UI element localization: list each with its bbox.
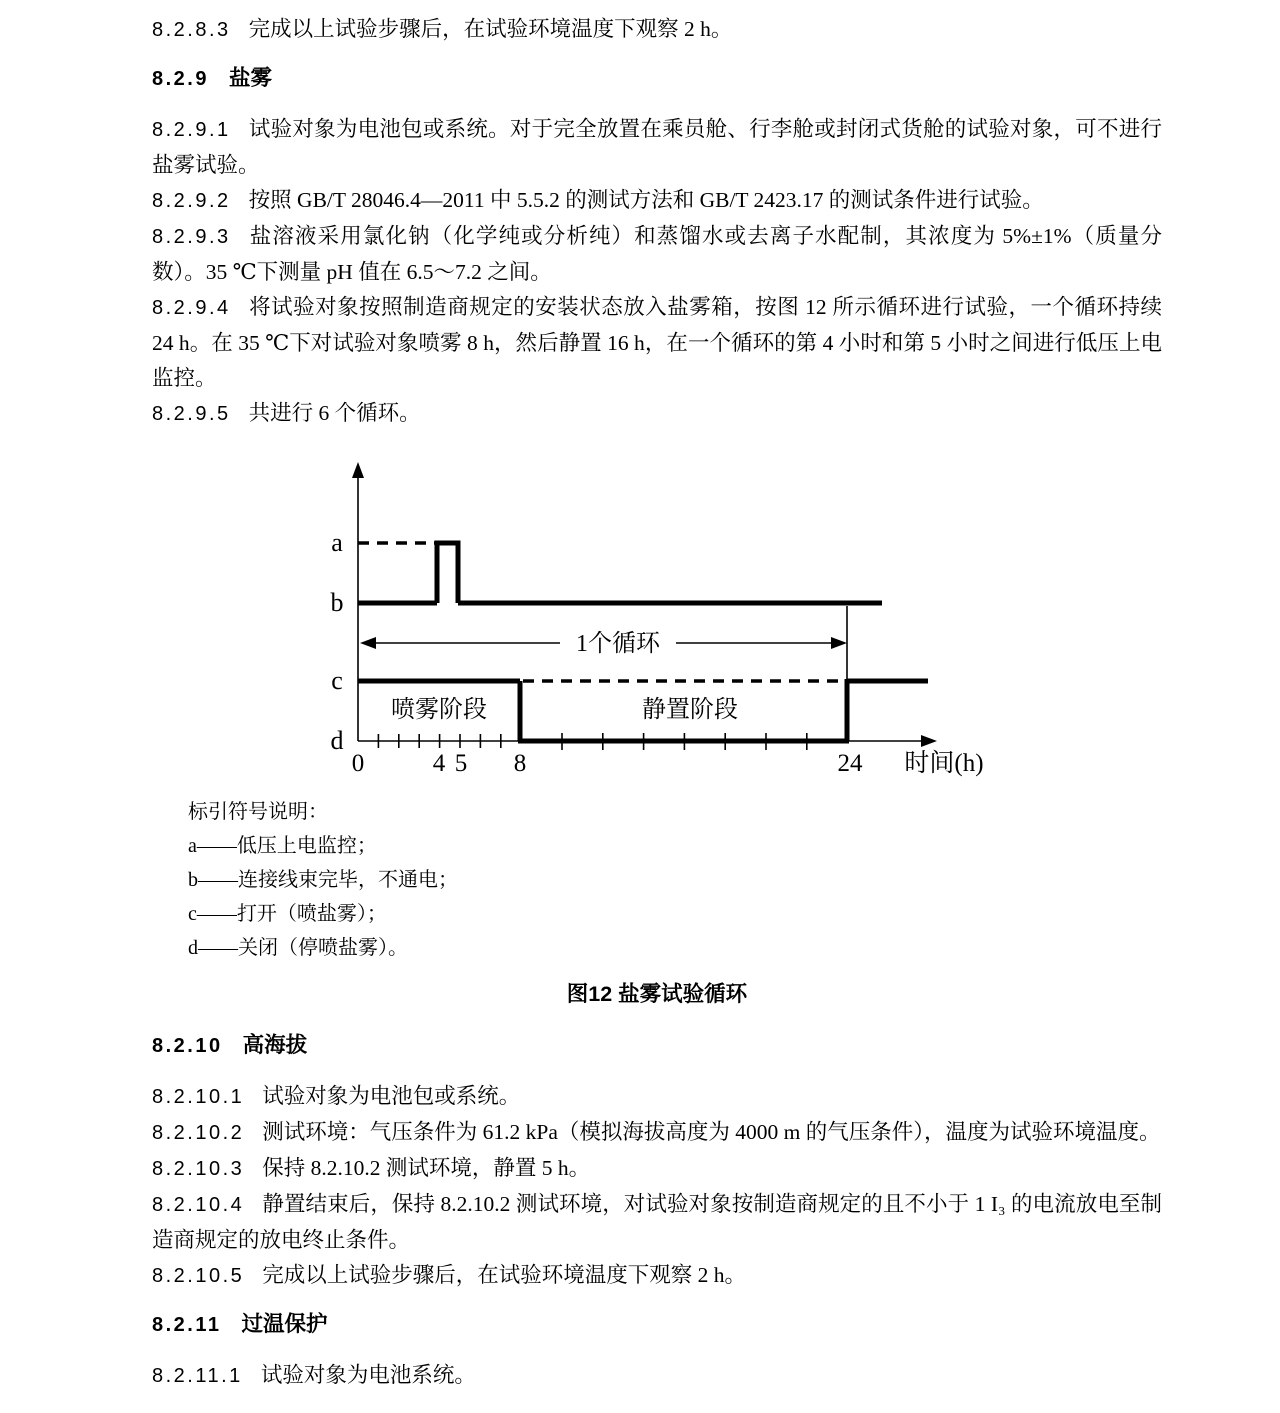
clause-number: 8.2.11.1 [152,1365,243,1387]
clause-number: 8.2.9.1 [152,119,231,141]
clause-number: 8.2.10.5 [152,1265,245,1287]
clause-number: 8.2.8.3 [152,19,231,41]
clause-paragraph [152,183,1162,219]
clause-text: 按照 GB/T 28046.4—2011 中 5.5.2 的测试方法和 GB/T 2423.17 的测试条件进行试验。 [248,188,1044,212]
spray-phase-label: 喷雾阶段 [391,697,487,723]
clause-paragraph [152,1079,1162,1115]
clause-text: 完成以上试验步骤后，在试验环境温度下观察 2 h。 [262,1263,747,1287]
clause-number: 8.2.9.4 [152,297,231,319]
clause-number: 8.2.9.3 [152,226,231,248]
legend-item: b——连接线束完毕，不通电； [188,869,458,891]
level-label-c: c [331,666,343,695]
clause-paragraph [152,12,1162,48]
clause-text: 试验对象为电池包或系统。 [262,1084,521,1108]
clause-paragraph [152,396,1162,432]
level-label-d: d [330,726,344,755]
sections-after-figure [152,1028,1162,1394]
sections-before-figure [152,12,1162,432]
clause-text: 盐溶液采用氯化钠（化学纯或分析纯）和蒸馏水或去离子水配制，其浓度为 5%±1%（质量分数）。35 ℃下测量 pH 值在 6.5～7.2 之间。 [152,224,1162,284]
clause-paragraph [152,112,1162,183]
clause-paragraph [152,1187,1162,1258]
legend-item: a——低压上电监控； [188,835,377,857]
clause-text: 完成以上试验步骤后，在试验环境温度下观察 2 h。 [248,17,733,41]
clause-text: 试验对象为电池系统。 [260,1363,476,1387]
x-axis-arrow-icon [921,735,937,747]
clause-text: 试验对象为电池包或系统。对于完全放置在乘员舱、行李舱或封闭式货舱的试验对象，可不进行盐雾试验。 [152,117,1162,177]
clause-number: 8.2.9.2 [152,190,231,212]
clause-number: 8.2.10.1 [152,1086,245,1108]
clause-paragraph [152,1258,1162,1294]
figure-caption: 图12 盐雾试验循环 [566,982,748,1006]
tick-label-24: 24 [837,750,863,777]
figure-12-salt-spray-cycle [152,456,1162,791]
heading-text: 盐雾 [228,66,272,90]
clause-paragraph [152,1151,1162,1187]
clause-paragraph [152,219,1162,290]
clause-text: 保持 8.2.10.2 测试环境，静置 5 h。 [262,1156,591,1180]
monitor-pulse [437,543,458,603]
clause-number: 8.2.10.4 [152,1194,245,1216]
tick-label-5: 5 [454,750,468,777]
clause-paragraph [152,290,1162,396]
tick-label-4: 4 [432,750,446,777]
rest-phase-label: 静置阶段 [642,697,738,723]
cycle-arrow-right-icon [831,637,847,649]
x-axis-label: 时间(h) [904,750,984,777]
legend-items [188,829,1162,965]
legend-item: d——关闭（停喷盐雾）。 [188,937,408,959]
clause-number: 8.2.10 [152,1035,223,1057]
clause-text: 测试环境：气压条件为 61.2 kPa（模拟海拔高度为 4000 m 的气压条件），温度为试验环境温度。 [262,1120,1161,1144]
cycle-label: 1个循环 [576,631,660,657]
figure-legend [152,795,1162,965]
clause-paragraph [152,1115,1162,1151]
clause-text: 将试验对象按照制造商规定的安装状态放入盐雾箱，按图 12 所示循环进行试验，一个循环持续 24 h。在 35 ℃下对试验对象喷雾 8 h，然后静置 16 h，在一个循环的第 4 小时和第 5 小时之间进行低压上电监控。 [152,295,1162,390]
clause-number: 8.2.9 [152,68,209,90]
clause-number: 8.2.11 [152,1314,222,1336]
heading-text: 高海拔 [242,1033,308,1057]
clause-number: 8.2.10.3 [152,1158,245,1180]
y-axis-arrow-icon [352,462,364,478]
clause-text: 共进行 6 个循环。 [248,401,421,425]
section-heading [152,1028,1162,1064]
page-content [152,12,1162,1394]
heading-text: 过温保护 [241,1312,328,1336]
cycle-arrow-left-icon [360,637,376,649]
level-label-a: a [331,528,343,557]
clause-number: 8.2.10.2 [152,1122,245,1144]
timing-diagram [320,456,1000,791]
legend-title: 标引符号说明： [188,801,328,823]
level-label-b: b [330,588,344,617]
tick-label-8: 8 [513,750,527,777]
clause-paragraph [152,1358,1162,1394]
clause-number: 8.2.9.5 [152,403,231,425]
section-heading [152,61,1162,97]
legend-item: c——打开（喷盐雾）； [188,903,387,925]
clause-text: 静置结束后，保持 8.2.10.2 测试环境，对试验对象按制造商规定的且不小于 1 I₃ 的电流放电至制造商规定的放电终止条件。 [152,1192,1162,1252]
tick-label-0: 0 [351,750,365,777]
section-heading [152,1307,1162,1343]
